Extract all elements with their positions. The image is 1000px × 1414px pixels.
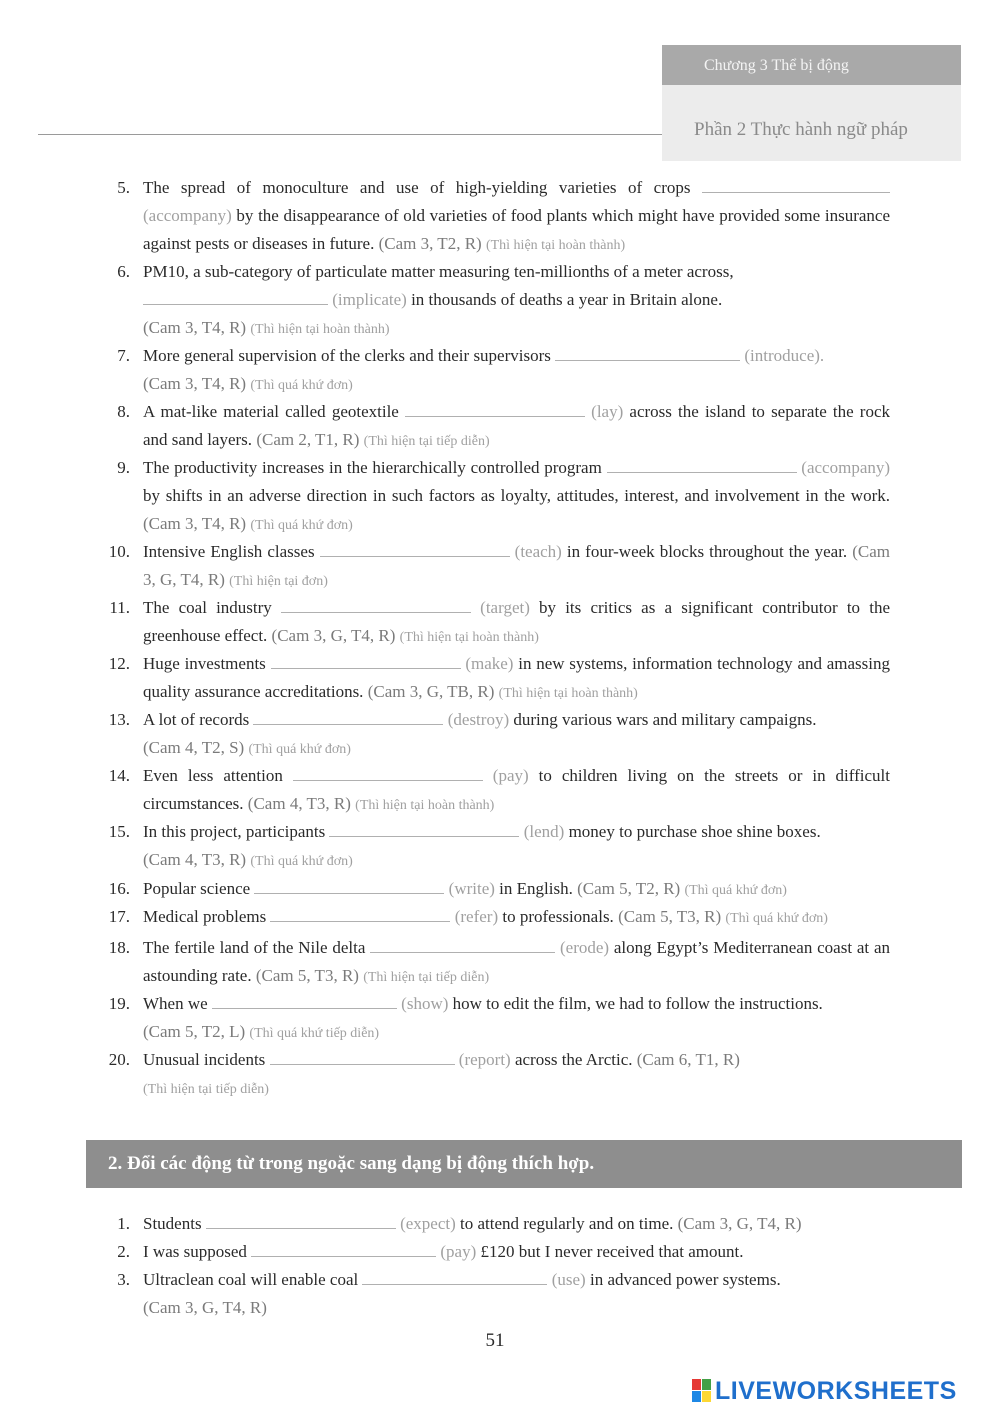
- source-ref: (Cam 5, T3, R): [618, 907, 722, 926]
- source-ref: (Cam 3, G, T4, R): [271, 626, 396, 645]
- source-ref: (Cam 3, T4, R): [143, 514, 247, 533]
- tense-note: (Thì hiện tại tiếp diễn): [363, 434, 490, 449]
- source-ref: (Cam 3, G, T4, R): [143, 542, 891, 589]
- tense-note: (Thì quá khứ đơn): [250, 854, 353, 869]
- tense-note: (Thì hiện tại hoàn thành): [355, 798, 495, 813]
- question-number: 16.: [108, 879, 130, 898]
- answer-blank[interactable]: [281, 594, 471, 613]
- question-number: 3.: [117, 1270, 130, 1289]
- liveworksheets-logo[interactable]: [692, 1376, 957, 1406]
- question-text: PM10, a sub-category of particulate matter measuring ten-millionths of a meter across,: [143, 262, 734, 281]
- question-8: [100, 398, 890, 456]
- question-text: Popular science: [143, 879, 251, 898]
- s2-question-1: [100, 1210, 900, 1238]
- question-text: The productivity increases in the hierarchically controlled program: [143, 458, 602, 477]
- s2-question-2: [100, 1238, 900, 1266]
- question-text-cont: to attend regularly and on time.: [455, 1214, 674, 1233]
- question-text: The spread of monoculture and use of high-yielding varieties of crops: [143, 178, 691, 197]
- question-number: 5.: [117, 178, 130, 197]
- question-text: Even less attention: [143, 766, 283, 785]
- tense-note: (Thì hiện tại hoàn thành): [250, 322, 390, 337]
- part-title: Phần 2 Thực hành ngữ pháp: [694, 119, 908, 140]
- verb-hint: (lay): [591, 402, 624, 421]
- question-text-cont: along Egypt’s Mediterranean coast at an astounding rate.: [143, 938, 890, 985]
- source-ref: (Cam 3, G, TB, R): [367, 682, 495, 701]
- question-number: 8.: [117, 402, 130, 421]
- question-number: 20.: [108, 1050, 130, 1069]
- tense-note: (Thì quá khứ đơn): [725, 911, 828, 926]
- answer-blank[interactable]: [293, 762, 483, 781]
- answer-blank[interactable]: [607, 454, 797, 473]
- question-text: The fertile land of the Nile delta: [143, 938, 366, 957]
- question-10: [100, 538, 890, 596]
- verb-hint: (introduce).: [744, 346, 825, 365]
- source-ref: (Cam 5, T2, R): [577, 879, 681, 898]
- page-number: 51: [485, 1330, 505, 1351]
- tense-note: (Thì quá khứ đơn): [250, 518, 353, 533]
- question-number: 18.: [108, 938, 130, 957]
- brand-name: LIVEWORKSHEETS: [715, 1376, 957, 1405]
- answer-blank[interactable]: [362, 1266, 547, 1285]
- question-number: 2.: [117, 1242, 130, 1261]
- question-9: [100, 454, 890, 540]
- question-text: The coal industry: [143, 598, 272, 617]
- tense-note: (Thì quá khứ đơn): [250, 378, 353, 393]
- source-ref: (Cam 5, T3, R): [255, 966, 359, 985]
- question-number: 11.: [109, 598, 130, 617]
- question-17: [100, 903, 930, 933]
- answer-blank[interactable]: [251, 1238, 436, 1257]
- question-number: 1.: [117, 1214, 130, 1233]
- question-20: [100, 1046, 890, 1104]
- question-14: [100, 762, 890, 820]
- question-text-cont: how to edit the film, we had to follow the instructions.: [448, 994, 823, 1013]
- tense-note: (Thì quá khứ đơn): [684, 883, 787, 898]
- source-ref: (Cam 5, T2, L): [143, 1022, 246, 1041]
- s2-question-3: [100, 1266, 900, 1322]
- section-2-title: 2. Đổi các động từ trong ngoặc sang dạng bị động thích hợp.: [108, 1153, 595, 1174]
- answer-blank[interactable]: [212, 990, 397, 1009]
- source-ref: (Cam 2, T1, R): [256, 430, 360, 449]
- question-number: 6.: [117, 262, 130, 281]
- source-ref: (Cam 3, T2, R): [378, 234, 482, 253]
- question-number: 10.: [108, 542, 130, 561]
- question-text-cont: across the island to separate the rock and sand layers.: [143, 402, 891, 449]
- answer-blank[interactable]: [271, 650, 461, 669]
- tense-note: (Thì quá khứ đơn): [248, 742, 351, 757]
- question-15: [100, 818, 890, 876]
- question-12: [100, 650, 890, 708]
- question-text: I was supposed: [143, 1242, 247, 1261]
- section-2-banner: [86, 1140, 962, 1188]
- verb-hint: (destroy): [447, 710, 510, 729]
- source-ref: (Cam 3, T4, R): [143, 318, 247, 337]
- question-number: 9.: [117, 458, 130, 477]
- question-text: When we: [143, 994, 208, 1013]
- answer-blank[interactable]: [253, 706, 443, 725]
- verb-hint: (erode): [560, 938, 610, 957]
- verb-hint: (implicate): [332, 290, 407, 309]
- answer-blank[interactable]: [254, 875, 444, 894]
- question-text: Medical problems: [143, 907, 267, 926]
- question-text: Students: [143, 1214, 202, 1233]
- question-text-cont: in four-week blocks throughout the year.: [561, 542, 848, 561]
- verb-hint: (report): [458, 1050, 511, 1069]
- question-text: In this project, participants: [143, 822, 326, 841]
- question-text-cont: money to purchase shoe shine boxes.: [564, 822, 821, 841]
- verb-hint: (use): [551, 1270, 586, 1289]
- question-6: [100, 258, 890, 344]
- tense-note: (Thì hiện tại hoàn thành): [498, 686, 638, 701]
- question-18: [100, 934, 890, 992]
- tense-note: (Thì hiện tại hoàn thành): [485, 238, 626, 253]
- source-ref: (Cam 3, G, T4, R): [677, 1214, 802, 1233]
- question-text: More general supervision of the clerks and their supervisors: [143, 346, 551, 365]
- question-number: 13.: [108, 710, 130, 729]
- answer-blank[interactable]: [555, 342, 740, 361]
- verb-hint: (pay): [440, 1242, 477, 1261]
- verb-hint: (refer): [454, 907, 499, 926]
- source-ref: (Cam 4, T3, R): [247, 794, 351, 813]
- part-tab: [662, 85, 961, 161]
- question-number: 17.: [108, 907, 130, 926]
- source-ref: (Cam 4, T2, S): [143, 738, 245, 757]
- verb-hint: (teach): [514, 542, 562, 561]
- answer-blank[interactable]: [320, 538, 510, 557]
- answer-blank[interactable]: [143, 286, 328, 305]
- question-text-cont: in English.: [494, 879, 573, 898]
- question-text: Ultraclean coal will enable coal: [143, 1270, 359, 1289]
- verb-hint: (pay): [492, 766, 529, 785]
- question-text-cont: during various wars and military campaigns.: [509, 710, 817, 729]
- question-text-cont: by its critics as a significant contributor to the greenhouse effect.: [143, 598, 890, 645]
- answer-blank[interactable]: [270, 903, 450, 922]
- question-number: 19.: [108, 994, 130, 1013]
- question-text-cont: to professionals.: [498, 907, 614, 926]
- chapter-title: Chương 3 Thể bị động: [704, 57, 849, 74]
- verb-hint: (write): [448, 879, 495, 898]
- tense-note: (Thì hiện tại đơn): [229, 574, 328, 589]
- tense-note: (Thì hiện tại hoàn thành): [399, 630, 539, 645]
- question-11: [100, 594, 890, 652]
- answer-blank[interactable]: [405, 398, 585, 417]
- question-13: [100, 706, 890, 764]
- question-text: A lot of records: [143, 710, 250, 729]
- tense-note: (Thì quá khứ tiếp diễn): [249, 1026, 380, 1041]
- source-ref: (Cam 4, T3, R): [143, 850, 247, 869]
- question-text-cont: £120 but I never received that amount.: [476, 1242, 744, 1261]
- question-text: Intensive English classes: [143, 542, 315, 561]
- source-ref: (Cam 6, T1, R): [636, 1050, 740, 1069]
- verb-hint: (lend): [523, 822, 565, 841]
- tense-note: (Thì hiện tại tiếp diễn): [363, 970, 490, 985]
- question-text: Unusual incidents: [143, 1050, 266, 1069]
- verb-hint: (accompany): [143, 206, 232, 225]
- question-text-cont: by shifts in an adverse direction in such factors as loyalty, attitudes, interest, and involvement in the work.: [143, 486, 890, 505]
- question-number: 15.: [108, 822, 130, 841]
- verb-hint: (expect): [400, 1214, 456, 1233]
- answer-blank[interactable]: [370, 934, 555, 953]
- answer-blank[interactable]: [329, 818, 519, 837]
- question-text-cont: across the Arctic.: [510, 1050, 633, 1069]
- question-text: Huge investments: [143, 654, 266, 673]
- question-text-cont: in advanced power systems.: [585, 1270, 781, 1289]
- question-text: A mat-like material called geotextile: [143, 402, 399, 421]
- question-number: 14.: [108, 766, 130, 785]
- liveworksheets-logo-icon: [692, 1379, 712, 1403]
- verb-hint: (accompany): [801, 458, 891, 477]
- question-7: [100, 342, 890, 400]
- verb-hint: (make): [465, 654, 514, 673]
- question-16: [100, 875, 910, 905]
- source-ref: (Cam 3, T4, R): [143, 374, 247, 393]
- question-number: 7.: [117, 346, 130, 365]
- answer-blank[interactable]: [270, 1046, 455, 1065]
- question-number: 12.: [108, 654, 130, 673]
- tense-note: (Thì hiện tại tiếp diễn): [143, 1082, 269, 1097]
- question-text-cont: to children living on the streets or in difficult circumstances.: [143, 766, 890, 813]
- answer-blank[interactable]: [702, 174, 890, 193]
- source-ref: (Cam 3, G, T4, R): [143, 1298, 267, 1317]
- verb-hint: (target): [480, 598, 530, 617]
- question-5: [100, 174, 890, 260]
- answer-blank[interactable]: [206, 1210, 396, 1229]
- verb-hint: (show): [401, 994, 449, 1013]
- question-text-cont: in new systems, information technology and amassing quality assurance accreditations.: [143, 654, 891, 701]
- question-text-cont: by the disappearance of old varieties of food plants which might have provided some insurance against pests or diseases in future.: [143, 206, 890, 253]
- question-19: [100, 990, 890, 1048]
- chapter-tab: [662, 45, 961, 85]
- question-text-cont: in thousands of deaths a year in Britain alone.: [406, 290, 723, 309]
